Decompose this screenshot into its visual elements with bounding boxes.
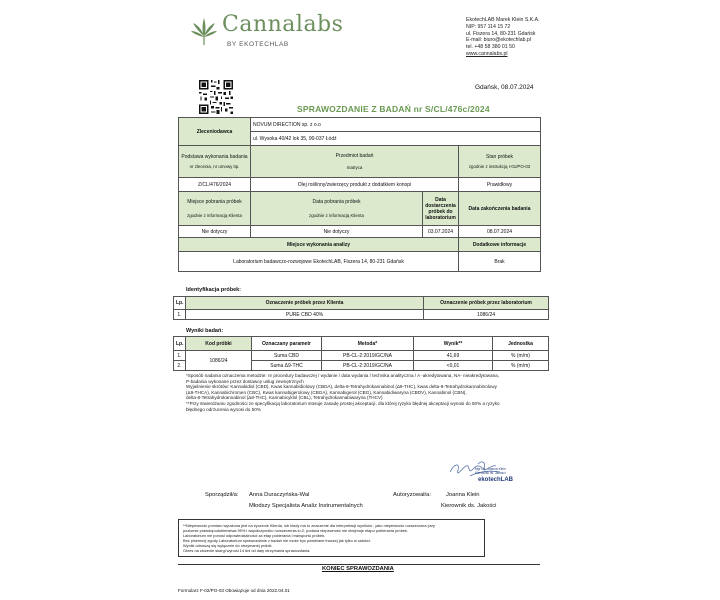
miejsce-pobrania-sub: zgodnie z informacją Klienta — [187, 212, 242, 218]
stan-header — [459, 146, 541, 178]
stamp-line: Mgr inż. Joanna Klein — [475, 467, 506, 471]
col-klient: Oznaczenie próbek przez Klienta — [186, 297, 424, 310]
footer-disclaimer — [178, 519, 485, 557]
stan-value: Prawidłowy — [459, 178, 541, 192]
miejsce-pobrania-value: Nie dotyczy — [179, 226, 251, 238]
company-line: EkotechLAB Marek Klein S.K.A. — [466, 17, 540, 23]
company-line: NIP: 957 114 15 72 — [466, 23, 511, 30]
form-number: Formularz F-02/PO-03 Obowiązuje od dnia 2022.04.01 — [178, 588, 290, 593]
results-notes — [186, 373, 556, 412]
data-pobrania-sub: zgodnie z informacją Klienta — [309, 212, 364, 218]
row-jednostka: % (m/m) — [493, 361, 549, 371]
podstawa-sub: nr zlecenia, nr umowy itp. — [189, 163, 240, 169]
row-metoda: PB-CL-2:2019/GC/NA — [322, 361, 414, 371]
handwritten-signature — [448, 458, 506, 494]
footer-line: Bez pisemnej zgody Laboratorium sprawozdanie z badań nie może być powielane inaczej jak tylko w całości. — [183, 538, 371, 543]
podstawa-header — [179, 146, 251, 178]
miejsce-analizy-value: Laboratorium badawczo-rozwojowe EkotechLAB, Fiszera 14, 80-231 Gdańsk — [179, 252, 459, 272]
podstawa-value: Z/CL/476/2024 — [179, 178, 251, 192]
stamp-line: Kierownik ds. Jakości — [475, 471, 506, 475]
autoryzowal-label: Autoryzował/a: — [393, 492, 432, 498]
zleceniodawca-address: ul. Wysoka 40/42 lok 35, 90-037 Łódź — [251, 132, 541, 146]
cannabis-leaf-icon — [190, 16, 218, 46]
company-line: E-mail: biuro@ekotechlab.pl — [466, 37, 531, 44]
stan-sub: zgodnie z instrukcją I-01/PO-03 — [468, 163, 531, 169]
col-metoda: Metoda* — [322, 337, 414, 351]
col-lab: Oznaczenie próbek przez laboratorium — [424, 297, 549, 310]
note-line: delta-8-Tetrahydrokannabinol (Δ8-THC), Kannabicyklol (CBL), Tetrahydrokannabiwaryna (THCV) — [186, 395, 383, 401]
autoryzowal-name: Joanna Klein — [446, 492, 480, 498]
footer-line: **Niepewność pomiaru wyrażona jest na życzenie Klienta, lub kiedy ma to znaczenie dla interpretacji wyników - jako niepewność rozszerzona przy — [183, 523, 435, 528]
row-kod: 1086/24 — [186, 351, 252, 371]
wyniki-heading: Wyniki badań: — [186, 328, 224, 334]
footer-line: poziomie prawdopodobieństwa 95% i współczynniku rozszerzenia k=2, podana niepewność nie obejmuje etapu pobierania próbek. — [183, 528, 409, 533]
stamp-brand: ekotechLAB — [478, 477, 514, 483]
stan-label: Stan próbek — [486, 153, 513, 160]
row-parametr: Suma Δ9-THC — [252, 361, 322, 371]
zleceniodawca-name: NOVUM DIRECTION sp. z o.o — [251, 118, 541, 132]
row-klient: PURE CBD 40% — [186, 310, 424, 320]
sporzadzil-label: Sporządził/a: — [205, 492, 239, 498]
przedmiot-value: Olej roślinny/zwierzęcy produkt z dodatkiem konopi — [251, 178, 459, 192]
data-pobrania-value: Nie dotyczy — [251, 226, 423, 238]
zleceniodawca-label: Zleceniodawca — [179, 118, 251, 146]
sporzadzil-name: Anna Duraczyńska-Wal — [249, 492, 310, 498]
col-parametr: Oznaczany parametr — [252, 337, 322, 351]
miejsce-analizy-label: Miejsce wykonania analizy — [179, 238, 459, 252]
przedmiot-sub: matryca — [346, 164, 363, 170]
col-jednostka: Jednostka — [493, 337, 549, 351]
miejsce-pobrania-header — [179, 192, 251, 226]
data-dostarczenia-value: 03.07.2024 — [423, 226, 459, 238]
brand-logo-name: Cannalabs — [222, 12, 344, 37]
col-kod: Kod próbki — [186, 337, 252, 351]
data-zakonczenia-label: Data zakończenia badania — [459, 192, 541, 226]
identyfikacja-heading: Identyfikacja próbek: — [186, 287, 242, 293]
row-lp: 1. — [174, 351, 186, 361]
dodatkowe-value: Brak — [459, 252, 541, 272]
row-metoda: PB-CL-2:2019/GC/NA — [322, 351, 414, 361]
data-pobrania-header — [251, 192, 423, 226]
note-line: Wyjaśnienie skrótów: Kannabidiol (CBD), Kwas kannabidiolowy (CBDA), delta-9-Tetrahydrokannabinol (Δ9-THC), kwas delta-9-Tetrahydrokannabinolowy — [186, 384, 497, 390]
brand-logo-sub: BY EKOTECHLAB — [227, 41, 289, 48]
data-dostarczenia-label: Data dostarczenia próbek do laboratorium — [423, 192, 459, 226]
qr-code-icon — [199, 80, 233, 114]
identyfikacja-table — [173, 296, 549, 320]
row-lp: 2. — [174, 361, 186, 371]
row-lab: 1086/24 — [424, 310, 549, 320]
company-line: tel. +48 58 380 01 50 — [466, 44, 515, 51]
end-of-report: KONIEC SPRAWOZDANIA — [322, 566, 394, 572]
note-line: *Sposób nadania oznaczenia metodzie: nr procedury badawczej / wydanie / data wydania / technika analityczna / A -akredytowana, NA- nieakredytowana, — [186, 373, 500, 378]
miejsce-pobrania-label: Miejsce pobrania próbek — [187, 198, 242, 205]
przedmiot-header — [251, 146, 459, 178]
footer-line: Laboratorium nie ponosi odpowiedzialności za etap pobierania i transportu próbek. — [183, 533, 326, 538]
note-line: **Przy stwierdzaniu zgodności ze specyfikacją laboratorium stosuje zasadę prostej akceptacji, dla której ryzyko błędnej akceptacji wynosi do 50% a ryzyko — [186, 400, 500, 406]
stamp-text — [475, 467, 506, 475]
przedmiot-label: Przedmiot badań — [335, 152, 374, 159]
data-pobrania-label: Data pobrania próbek — [312, 198, 361, 205]
place-date: Gdańsk, 08.07.2024 — [475, 84, 534, 91]
footer-line: Okres na złożenie skargi wynosi 14 dni od daty otrzymania sprawozdania. — [183, 548, 311, 553]
company-line: www.cannalabs.pl — [466, 50, 508, 57]
row-jednostka: % (m/m) — [493, 351, 549, 361]
podstawa-label: Podstawa wykonania badania — [181, 153, 248, 160]
autoryzowal-title: Kierownik ds. Jakości — [441, 503, 497, 509]
row-parametr: Suma CBD — [252, 351, 322, 361]
info-table — [178, 117, 541, 272]
row-wynik: 41,69 — [414, 351, 493, 361]
data-zakonczenia-value: 08.07.2024 — [459, 226, 541, 238]
company-line: ul. Fiszera 14, 80-231 Gdańsk — [466, 30, 536, 37]
divider — [178, 564, 540, 565]
note-line: P-badania wykonane przez dostawcę usług zewnętrznych — [186, 378, 304, 384]
company-info — [466, 17, 540, 58]
wyniki-table — [173, 336, 549, 371]
col-wynik: Wynik** — [414, 337, 493, 351]
col-lp: Lp. — [174, 337, 186, 351]
note-line: błędnego odrzucenia wynosi do 50% — [186, 406, 261, 412]
col-lp: Lp. — [174, 297, 186, 310]
table-row — [174, 310, 549, 320]
footer-line: Wyniki odnoszą się wyłącznie do otrzymanej próbki. — [183, 543, 273, 548]
row-wynik: <0,01 — [414, 361, 493, 371]
table-row — [174, 351, 549, 361]
sporzadzil-title: Młodszy Specjalista Analiz Instrumentalnych — [249, 503, 363, 509]
note-line: (Δ9-THCA), Kannabichromen (CBC), Kwas kannabigerolowy (CBGA), Kannabigerol (CBG), Kannabidiwaryna (CBDV), Kannabinol (CBN), — [186, 389, 467, 395]
report-title: SPRAWOZDANIE Z BADAŃ nr S/CL/476c/2024 — [297, 104, 490, 114]
dodatkowe-label: Dodatkowe informacje — [459, 238, 541, 252]
row-lp: 1. — [174, 310, 186, 320]
